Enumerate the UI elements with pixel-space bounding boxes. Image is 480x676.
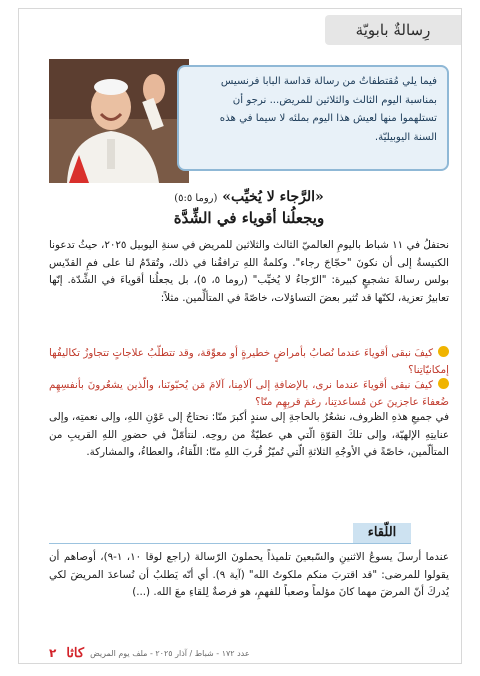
- magazine-logo: كاثا: [66, 645, 85, 661]
- pope-photo: [49, 59, 189, 183]
- intro-box: فيما يلي مُقتطفاتٌ من رسالة قداسة البابا فرنسيس بمناسبة اليوم الثالث والثلاثين للمريض... نرجو أن تستلهموا منها لعيش هذا اليوم بملئه لا سيما في هذه السنة اليوبيليّة.: [177, 65, 449, 171]
- page-number: ٢: [49, 646, 57, 660]
- section-divider: [49, 543, 411, 544]
- verse-quote: «الرَّجاء لا يُخيِّب»: [222, 189, 324, 205]
- verse-reference: (روما ٥:٥): [174, 193, 218, 204]
- section-badge: رِسالةٌ بابويّة: [325, 15, 461, 45]
- body-paragraph-1: نحتفلُ في ١١ شباط باليومِ العالميّ الثالث والثلاثين للمريض في سنةِ اليوبيل ٢٠٢٥، حيثُ تدعونا الكنيسةُ إلى أن نكونَ "حجّاجَ رجاء". وكلمةُ اللهِ ترافقُنا في ذلك، وتُقدّمُ لنا على فمِ القدّيس بولس رسالةَ تشجيعٍ كبيرة: "الرّجاءُ لا يُخيِّب" (روما ٥، ٥)، بل يجعلُنا أقوياءَ في الشِّدّة. إنّها تعابيرُ تعزية، لكنّها قد تُثير بعضَ التساؤلات، خاصّةً في المتألِّمين. مثلاً:: [49, 239, 449, 304]
- body-paragraph-2: في جميعِ هذهِ الظروف، نشعُرُ بالحاجةِ إلى سندٍ أكبرَ منّا: نحتاجُ إلى عَوْنِ اللهِ، وإلى نعمتِه، وإلى عنايتِهِ الإلهيّة، وإلى تلكَ القوّةِ الّتي هي عطيّةٌ من روحِه. لنتأمّلْ في حضورِ اللهِ القريبِ من المتألّمين، خاصّةً في الأوجُهِ الثلاثةِ الّتي تُميّزُ قُربَ اللهِ منّا: اللّقاءُ، والعطاءُ، والمشاركة.: [49, 411, 449, 458]
- question-2: [49, 377, 449, 411]
- pope-photo-illustration: [49, 59, 189, 183]
- magazine-page: [18, 8, 462, 664]
- question-2-text: كيفَ نبقى أقوياءَ عندما نرى، بالإضافةِ إلى آلامِنا، آلامَ مَن يُحبّونَنا، والّذين يشعُرونَ بأنفسِهِم ضُعفاءَ عاجزينَ عن مُساعدتِنا، رغمَ قربِهِم منّا؟: [49, 379, 449, 408]
- bullet-dot-icon: [438, 378, 449, 389]
- verse-title: [49, 189, 449, 205]
- bullet-dot-icon: [438, 346, 449, 357]
- question-1-text: كيفَ نبقى أقوياءَ عندما نُصابُ بأمراضٍ خطيرةٍ أو معوِّقة، وقد تتطلّبُ علاجاتٍ تتجاوزُ تكاليفُها إمكانيّاتِنا؟: [49, 347, 449, 376]
- section-heading: اللّقاء: [353, 523, 411, 543]
- issue-info: عدد ١٧٢ - شباط / آذار ٢٠٢٥ - ملف يوم المريض: [90, 648, 250, 658]
- page-footer: [49, 645, 459, 661]
- article-title: ويجعلُنا أقوياء في الشِّدَّة: [173, 209, 325, 227]
- question-1: [49, 345, 449, 379]
- body-paragraph-3: عندما أرسلَ يسوعُ الاثنينِ والسّبعينَ تلميذاً يحملونَ الرّسالة (راجع لوقا ١٠، ١-٩)، أوصاهم أن يقولوا للمرضى: "قد اقتربَ منكم ملكوتُ الله" (آية ٩). أي أنّه يَطلبُ أن نُساعدَ المريضَ لكي يُدركَ أنّ المرضَ مهما كانَ مؤلماً وصعباً للفهمِ، هو فرصةٌ لِلقاءِ معَ الله. (...): [49, 551, 449, 598]
